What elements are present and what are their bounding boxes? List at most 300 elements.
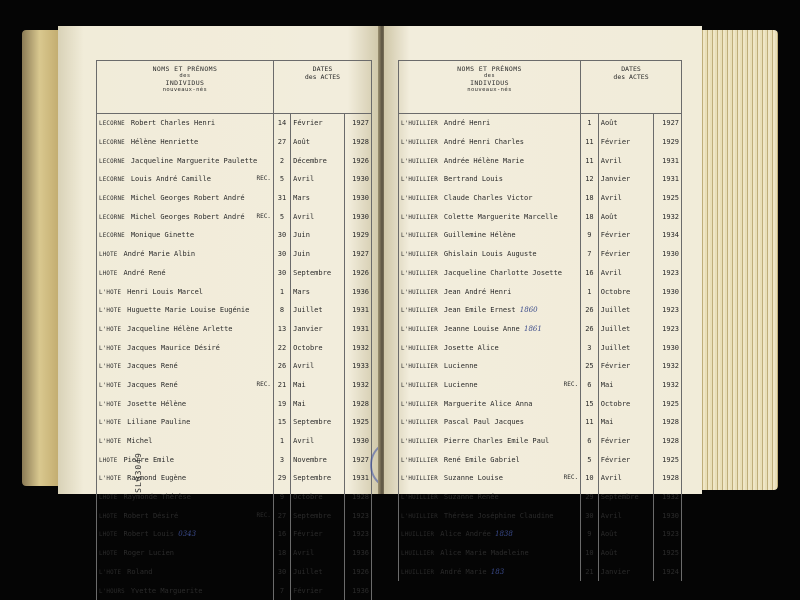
- month-cell: Mai: [291, 376, 345, 395]
- day-cell: 18: [581, 207, 599, 226]
- handwritten-note: 1838: [495, 530, 513, 539]
- name-cell: [399, 488, 581, 507]
- register-row: [97, 282, 372, 301]
- given-names: André Henri: [443, 119, 491, 128]
- day-cell: 6: [581, 376, 599, 395]
- rec-tag: REC.: [563, 474, 579, 482]
- month-cell: Juillet: [598, 301, 653, 320]
- register-row: [399, 376, 682, 395]
- folio-number: SL03049: [133, 452, 143, 493]
- name-cell: [97, 226, 274, 245]
- day-cell: 26: [581, 301, 599, 320]
- year-cell: 1923: [653, 320, 681, 339]
- day-cell: 30: [581, 506, 599, 525]
- year-cell: 1924: [653, 563, 681, 582]
- register-row: [97, 394, 372, 413]
- day-cell: 18: [581, 189, 599, 208]
- register-row: [399, 170, 682, 189]
- name-cell: [97, 488, 274, 507]
- surname: LHOTE: [99, 457, 118, 464]
- register-row: [399, 450, 682, 469]
- name-cell: [97, 394, 274, 413]
- register-row: [97, 432, 372, 451]
- rec-tag: REC.: [256, 380, 271, 388]
- month-cell: Février: [291, 525, 345, 544]
- month-cell: Décembre: [291, 151, 345, 170]
- month-cell: Avril: [598, 506, 653, 525]
- surname: L'HOTE: [99, 364, 122, 371]
- register-row: [97, 114, 372, 133]
- handwritten-note: 183: [490, 567, 505, 576]
- year-cell: 1930: [344, 432, 371, 451]
- right-page: [384, 26, 702, 576]
- year-cell: 1926: [344, 264, 371, 283]
- register-row: [399, 394, 682, 413]
- register-row: [97, 581, 372, 600]
- given-names: Liliane Pauline: [127, 418, 191, 427]
- given-names: Thérèse Joséphine Claudine: [443, 511, 554, 520]
- given-names: Huguette Marie Louise Eugénie: [127, 306, 250, 315]
- register-row: [399, 114, 682, 133]
- given-names: Suzanne Renée: [443, 493, 499, 502]
- year-cell: 1928: [344, 394, 371, 413]
- register-row: [399, 525, 682, 544]
- given-names: Monique Ginette: [130, 231, 195, 240]
- register-row: [97, 226, 372, 245]
- given-names: Bertrand Louis: [443, 175, 503, 184]
- surname: L'HOURS: [99, 588, 125, 595]
- surname: L'HUILLIER: [401, 252, 438, 259]
- surname: L'HUILLIER: [401, 495, 438, 502]
- month-cell: Avril: [598, 264, 653, 283]
- given-names: Hélène Henriette: [130, 138, 199, 147]
- day-cell: 1: [273, 282, 290, 301]
- day-cell: 13: [273, 320, 290, 339]
- day-cell: 7: [581, 245, 599, 264]
- name-cell: [399, 114, 581, 133]
- surname: LHOTE: [99, 252, 118, 259]
- day-cell: 19: [273, 394, 290, 413]
- given-names: Lucienne: [443, 380, 478, 389]
- given-names: Michel: [127, 437, 153, 446]
- register-row: [97, 301, 372, 320]
- surname: LECORNE: [99, 214, 125, 221]
- surname: L'HOTE: [99, 420, 122, 427]
- month-cell: Septembre: [291, 413, 345, 432]
- name-cell: [399, 525, 581, 544]
- month-cell: Juillet: [291, 563, 345, 582]
- surname: L'HUILLIER: [401, 476, 438, 483]
- day-cell: 16: [273, 525, 290, 544]
- surname: LECORNE: [99, 177, 125, 184]
- name-cell: [399, 469, 581, 488]
- day-cell: 10: [581, 469, 599, 488]
- given-names: Jeanne Louise Anne: [443, 324, 520, 333]
- month-cell: Janvier: [291, 320, 345, 339]
- year-cell: 1932: [344, 338, 371, 357]
- given-names: Jean Emile Ernest: [443, 306, 516, 315]
- year-cell: 1928: [653, 413, 681, 432]
- year-cell: 1932: [653, 357, 681, 376]
- given-names: Pierre Emile: [123, 455, 175, 464]
- given-names: Jacqueline Charlotte Josette: [443, 268, 562, 277]
- month-cell: Août: [291, 133, 345, 152]
- name-cell: [399, 413, 581, 432]
- name-cell: [399, 245, 581, 264]
- year-cell: 1930: [653, 245, 681, 264]
- given-names: Marguerite Alice Anna: [443, 399, 533, 408]
- surname: L'HUILLIER: [401, 457, 438, 464]
- year-cell: 1928: [344, 488, 371, 507]
- given-names: Roger Lucien: [123, 549, 175, 558]
- surname: LHOTE: [99, 495, 118, 502]
- surname: L'HOTE: [99, 401, 122, 408]
- rec-tag: REC.: [256, 212, 271, 220]
- register-row: [399, 488, 682, 507]
- name-cell: [399, 282, 581, 301]
- given-names: André Henri Charles: [443, 138, 524, 147]
- name-cell: [97, 245, 274, 264]
- day-cell: 21: [273, 376, 290, 395]
- name-cell: [399, 563, 581, 582]
- month-cell: Septembre: [291, 264, 345, 283]
- given-names: Robert Charles Henri: [130, 119, 216, 128]
- month-cell: Janvier: [598, 170, 653, 189]
- month-cell: Avril: [598, 151, 653, 170]
- day-cell: 1: [581, 282, 599, 301]
- year-cell: 1930: [344, 189, 371, 208]
- month-cell: Février: [598, 133, 653, 152]
- month-cell: Avril: [598, 469, 653, 488]
- day-cell: 9: [273, 488, 290, 507]
- given-names: Henri Louis Marcel: [127, 287, 203, 296]
- register-row: [399, 563, 682, 582]
- year-cell: 1928: [653, 432, 681, 451]
- month-cell: Avril: [291, 357, 345, 376]
- day-cell: 3: [273, 450, 290, 469]
- handwritten-note: 1861: [523, 324, 542, 333]
- day-cell: 6: [581, 432, 599, 451]
- month-cell: Octobre: [598, 282, 653, 301]
- year-cell: 1934: [653, 226, 681, 245]
- year-cell: 1923: [653, 525, 681, 544]
- name-cell: [399, 338, 581, 357]
- month-cell: Septembre: [598, 488, 653, 507]
- given-names: Colette Marguerite Marcelle: [443, 212, 558, 221]
- register-row: [399, 151, 682, 170]
- year-cell: 1936: [344, 581, 371, 600]
- surname: L'HUILLIER: [401, 289, 438, 296]
- year-cell: 1936: [344, 544, 371, 563]
- day-cell: 29: [273, 469, 290, 488]
- surname: L'HUILLIER: [401, 382, 438, 389]
- month-cell: Juin: [291, 245, 345, 264]
- year-cell: 1929: [344, 226, 371, 245]
- left-page: [58, 26, 380, 595]
- month-cell: Avril: [291, 207, 345, 226]
- year-cell: 1923: [344, 525, 371, 544]
- name-cell: [97, 282, 274, 301]
- month-cell: Mai: [598, 376, 653, 395]
- given-names: Jacques Maurice Désiré: [127, 343, 220, 352]
- names-column-header: NOMS ET PRÉNOMS des INDIVIDUS nouveaux-nés: [399, 61, 581, 114]
- day-cell: 10: [581, 544, 599, 563]
- year-cell: 1932: [653, 376, 681, 395]
- surname: L'HUILLIER: [401, 326, 438, 333]
- day-cell: 18: [273, 544, 290, 563]
- dates-column-header: DATES des ACTES: [581, 61, 682, 114]
- surname: LHOTE: [99, 532, 118, 539]
- day-cell: 15: [273, 413, 290, 432]
- register-row: [399, 432, 682, 451]
- year-cell: 1925: [344, 413, 371, 432]
- month-cell: Février: [598, 450, 653, 469]
- year-cell: 1932: [653, 207, 681, 226]
- rec-tag: REC.: [256, 175, 271, 183]
- name-cell: [97, 581, 274, 600]
- name-cell: [399, 151, 581, 170]
- surname: LECORNE: [99, 140, 125, 147]
- month-cell: Mai: [598, 413, 653, 432]
- year-cell: 1931: [344, 301, 371, 320]
- year-cell: 1927: [344, 245, 371, 264]
- name-cell: [399, 264, 581, 283]
- given-names: Robert Louis: [123, 530, 175, 539]
- register-row: [97, 525, 372, 544]
- given-names: René Emile Gabriel: [443, 455, 520, 464]
- day-cell: 12: [581, 170, 599, 189]
- surname: LHOTE: [99, 513, 118, 520]
- day-cell: 26: [581, 320, 599, 339]
- book-edge-right: [700, 30, 778, 490]
- month-cell: Août: [598, 207, 653, 226]
- year-cell: 1932: [653, 488, 681, 507]
- year-cell: 1923: [344, 506, 371, 525]
- month-cell: Mars: [291, 189, 345, 208]
- year-cell: 1927: [344, 450, 371, 469]
- handwritten-note: 1860: [519, 306, 538, 315]
- surname: LECORNE: [99, 158, 125, 165]
- year-cell: 1925: [653, 450, 681, 469]
- surname: LHOTE: [99, 270, 118, 277]
- month-cell: Avril: [598, 189, 653, 208]
- name-cell: [97, 189, 274, 208]
- surname: L'HUILLIER: [401, 308, 438, 315]
- name-cell: [399, 189, 581, 208]
- surname: L'HOTE: [99, 569, 122, 576]
- month-cell: Septembre: [291, 469, 345, 488]
- surname: L'HUILLIER: [401, 233, 438, 240]
- day-cell: 3: [581, 338, 599, 357]
- month-cell: Février: [291, 114, 345, 133]
- month-cell: Avril: [291, 544, 345, 563]
- year-cell: 1933: [344, 357, 371, 376]
- name-cell: [97, 525, 274, 544]
- day-cell: 22: [273, 338, 290, 357]
- month-cell: Février: [291, 581, 345, 600]
- register-row: [399, 282, 682, 301]
- given-names: Alice Marie Madeleine: [440, 549, 529, 558]
- surname: LHUILLIER: [401, 532, 435, 539]
- given-names: Jacqueline Marguerite Paulette: [130, 156, 258, 165]
- surname: LHUILLIER: [401, 551, 435, 558]
- surname: LECORNE: [99, 233, 125, 240]
- day-cell: 8: [273, 301, 290, 320]
- surname: L'HUILLIER: [401, 177, 438, 184]
- year-cell: 1928: [344, 133, 371, 152]
- day-cell: 9: [581, 226, 599, 245]
- month-cell: Février: [598, 357, 653, 376]
- given-names: Jean André Henri: [443, 287, 512, 296]
- name-cell: [97, 301, 274, 320]
- day-cell: 30: [273, 264, 290, 283]
- surname: L'HUILLIER: [401, 196, 438, 203]
- surname: L'HUILLIER: [401, 140, 438, 147]
- month-cell: Juillet: [598, 320, 653, 339]
- name-cell: [399, 226, 581, 245]
- year-cell: 1923: [653, 264, 681, 283]
- left-register-table: [96, 60, 372, 600]
- surname: L'HUILLIER: [401, 214, 438, 221]
- month-cell: Octobre: [291, 488, 345, 507]
- year-cell: 1925: [653, 394, 681, 413]
- day-cell: 30: [273, 226, 290, 245]
- register-row: [399, 301, 682, 320]
- month-cell: Août: [598, 525, 653, 544]
- given-names: Pascal Paul Jacques: [443, 418, 524, 427]
- name-cell: [399, 357, 581, 376]
- given-names: Suzanne Louise: [443, 474, 503, 483]
- register-row: [399, 320, 682, 339]
- rec-tag: REC.: [256, 511, 271, 519]
- name-cell: [97, 170, 274, 189]
- given-names: Louis André Camille: [130, 175, 211, 184]
- register-row: [399, 207, 682, 226]
- name-cell: [97, 376, 274, 395]
- name-cell: [399, 320, 581, 339]
- day-cell: 21: [581, 563, 599, 582]
- register-row: [399, 544, 682, 563]
- register-row: [97, 170, 372, 189]
- name-cell: [399, 544, 581, 563]
- day-cell: 11: [581, 133, 599, 152]
- given-names: Jacques René: [127, 380, 178, 389]
- month-cell: Octobre: [598, 394, 653, 413]
- month-cell: Janvier: [598, 563, 653, 582]
- year-cell: 1929: [653, 133, 681, 152]
- name-cell: [97, 469, 274, 488]
- surname: L'HOTE: [99, 476, 122, 483]
- day-cell: 11: [581, 151, 599, 170]
- month-cell: Août: [598, 544, 653, 563]
- rec-tag: REC.: [563, 380, 579, 388]
- name-cell: [97, 357, 274, 376]
- day-cell: 1: [273, 432, 290, 451]
- month-cell: Août: [598, 114, 653, 133]
- surname: L'HUILLIER: [401, 401, 438, 408]
- register-row: [97, 563, 372, 582]
- register-row: [97, 133, 372, 152]
- register-row: [399, 413, 682, 432]
- given-names: Josette Hélène: [127, 399, 187, 408]
- day-cell: 7: [273, 581, 290, 600]
- register-row: [399, 133, 682, 152]
- given-names: Raymond Eugène: [127, 474, 187, 483]
- month-cell: Juin: [291, 226, 345, 245]
- register-row: [399, 189, 682, 208]
- year-cell: 1923: [653, 301, 681, 320]
- day-cell: 5: [581, 450, 599, 469]
- given-names: Claude Charles Victor: [443, 194, 533, 203]
- register-row: [97, 376, 372, 395]
- year-cell: 1926: [344, 563, 371, 582]
- day-cell: 9: [581, 525, 599, 544]
- surname: L'HUILLIER: [401, 420, 438, 427]
- name-cell: [399, 376, 581, 395]
- year-cell: 1930: [344, 170, 371, 189]
- surname: LECORNE: [99, 196, 125, 203]
- given-names: Yvette Marguerite: [130, 586, 203, 595]
- name-cell: [97, 450, 274, 469]
- day-cell: 1: [581, 114, 599, 133]
- surname: LECORNE: [99, 121, 125, 128]
- given-names: Raymonde Thérèse: [123, 493, 191, 502]
- surname: L'HUILLIER: [401, 364, 438, 371]
- register-row: [399, 245, 682, 264]
- name-cell: [97, 207, 274, 226]
- names-column-header: NOMS ET PRÉNOMS des INDIVIDUS nouveaux-nés: [97, 61, 274, 114]
- month-cell: Février: [598, 245, 653, 264]
- given-names: Ghislain Louis Auguste: [443, 250, 537, 259]
- surname: LHOTE: [99, 551, 118, 558]
- register-row: [97, 189, 372, 208]
- surname: L'HUILLIER: [401, 345, 438, 352]
- day-cell: 30: [273, 563, 290, 582]
- surname: L'HOTE: [99, 382, 122, 389]
- name-cell: [399, 170, 581, 189]
- name-cell: [97, 133, 274, 152]
- handwritten-note: 0343: [178, 530, 197, 539]
- year-cell: 1931: [653, 170, 681, 189]
- year-cell: 1925: [653, 544, 681, 563]
- day-cell: 31: [273, 189, 290, 208]
- register-row: [97, 413, 372, 432]
- register-row: [97, 320, 372, 339]
- register-row: [399, 469, 682, 488]
- surname: L'HOTE: [99, 439, 122, 446]
- day-cell: 2: [273, 151, 290, 170]
- given-names: Josette Alice: [443, 343, 499, 352]
- name-cell: [399, 394, 581, 413]
- day-cell: 16: [581, 264, 599, 283]
- name-cell: [97, 338, 274, 357]
- day-cell: 27: [273, 133, 290, 152]
- given-names: André Marie: [440, 567, 487, 576]
- year-cell: 1928: [653, 469, 681, 488]
- given-names: Michel Georges Robert André: [130, 212, 245, 221]
- surname: L'HUILLIER: [401, 270, 438, 277]
- surname: L'HOTE: [99, 289, 122, 296]
- day-cell: 5: [273, 170, 290, 189]
- day-cell: 5: [273, 207, 290, 226]
- given-names: Jacqueline Hélène Arlette: [127, 324, 233, 333]
- name-cell: [97, 114, 274, 133]
- month-cell: Février: [598, 432, 653, 451]
- given-names: Michel Georges Robert André: [130, 194, 245, 203]
- given-names: Alice Andrée: [440, 530, 491, 539]
- year-cell: 1930: [344, 207, 371, 226]
- register-row: [399, 357, 682, 376]
